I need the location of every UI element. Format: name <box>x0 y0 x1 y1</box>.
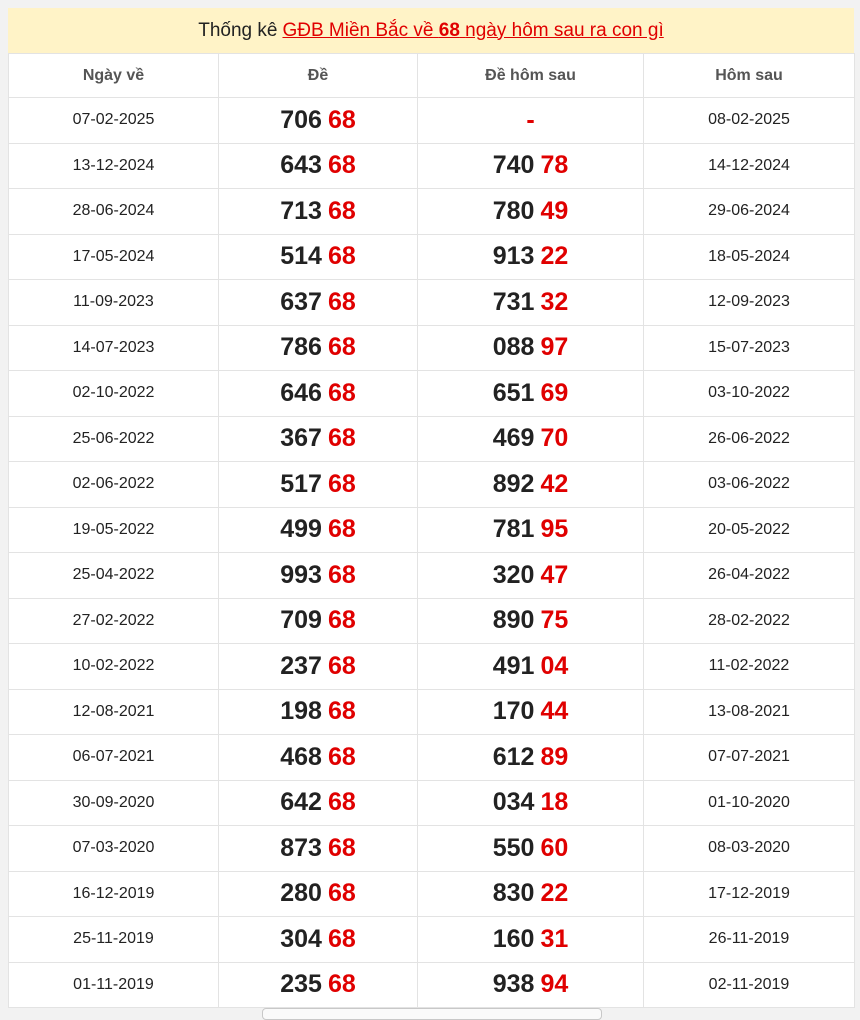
row-date: 16-12-2019 <box>9 871 219 917</box>
table-row <box>9 325 855 371</box>
row-next-de <box>418 280 644 326</box>
de-tail: 68 <box>327 970 356 999</box>
next-tail: 78 <box>540 151 569 180</box>
table-row <box>9 234 855 280</box>
row-next-de <box>418 553 644 599</box>
table-row <box>9 280 855 326</box>
de-tail: 68 <box>327 742 356 771</box>
de-head: 993 <box>280 560 322 589</box>
de-head: 367 <box>280 424 322 453</box>
row-next-date: 20-05-2022 <box>644 507 855 553</box>
column-header-date: Ngày về <box>9 54 219 98</box>
next-head: 170 <box>492 697 535 726</box>
row-de <box>219 917 418 963</box>
next-tail: 70 <box>540 424 569 453</box>
row-next-date: 01-10-2020 <box>644 780 855 826</box>
de-tail: 68 <box>327 833 356 862</box>
row-date: 07-03-2020 <box>9 826 219 872</box>
next-tail: 97 <box>540 333 569 362</box>
row-date: 25-11-2019 <box>9 917 219 963</box>
row-next-de <box>418 189 644 235</box>
column-header-next-de: Đề hôm sau <box>418 54 644 98</box>
row-next-de <box>418 98 644 144</box>
next-tail: 94 <box>540 970 569 999</box>
row-date: 02-06-2022 <box>9 462 219 508</box>
next-head: 651 <box>492 378 535 407</box>
row-de <box>219 234 418 280</box>
de-head: 637 <box>280 287 322 316</box>
next-tail: 32 <box>540 287 569 316</box>
next-tail: 22 <box>540 242 569 271</box>
row-de <box>219 189 418 235</box>
next-head: 780 <box>492 196 535 225</box>
row-de <box>219 598 418 644</box>
next-tail: 44 <box>540 697 569 726</box>
de-tail: 68 <box>327 151 356 180</box>
de-tail: 68 <box>327 788 356 817</box>
row-next-date: 29-06-2024 <box>644 189 855 235</box>
title-link-text: GĐB Miền Bắc về <box>282 19 434 41</box>
row-date: 07-02-2025 <box>9 98 219 144</box>
title-prefix: Thống kê <box>198 19 278 41</box>
de-head: 235 <box>280 970 322 999</box>
bottom-control[interactable] <box>262 1008 602 1020</box>
next-tail: 75 <box>540 606 569 635</box>
next-head: 781 <box>492 515 535 544</box>
de-head: 517 <box>280 469 322 498</box>
row-next-date: 26-06-2022 <box>644 416 855 462</box>
title-link-number: 68 <box>438 19 460 41</box>
row-de <box>219 143 418 189</box>
table-row <box>9 507 855 553</box>
next-head: 088 <box>492 333 535 362</box>
table-row <box>9 189 855 235</box>
de-tail: 68 <box>327 697 356 726</box>
row-date: 19-05-2022 <box>9 507 219 553</box>
row-next-date: 03-10-2022 <box>644 371 855 417</box>
column-header-de: Đề <box>219 54 418 98</box>
row-date: 14-07-2023 <box>9 325 219 371</box>
row-next-de <box>418 826 644 872</box>
table-row <box>9 416 855 462</box>
next-head: 320 <box>492 560 535 589</box>
next-tail: 18 <box>540 788 569 817</box>
row-de <box>219 280 418 326</box>
next-tail: 49 <box>540 196 569 225</box>
row-next-date: 12-09-2023 <box>644 280 855 326</box>
row-date: 17-05-2024 <box>9 234 219 280</box>
row-next-date: 28-02-2022 <box>644 598 855 644</box>
next-tail: 22 <box>540 879 569 908</box>
row-de <box>219 735 418 781</box>
row-date: 13-12-2024 <box>9 143 219 189</box>
row-date: 10-02-2022 <box>9 644 219 690</box>
row-de <box>219 325 418 371</box>
de-head: 873 <box>280 833 322 862</box>
de-tail: 68 <box>327 606 356 635</box>
row-next-de <box>418 143 644 189</box>
row-de <box>219 780 418 826</box>
row-next-de <box>418 598 644 644</box>
de-head: 280 <box>280 879 322 908</box>
next-missing: - <box>526 105 535 134</box>
de-head: 706 <box>280 105 322 134</box>
table-row <box>9 871 855 917</box>
next-head: 890 <box>492 606 535 635</box>
de-head: 237 <box>280 651 322 680</box>
table-row <box>9 598 855 644</box>
row-next-de <box>418 234 644 280</box>
de-head: 499 <box>280 515 322 544</box>
next-head: 731 <box>492 287 535 316</box>
row-next-date: 08-02-2025 <box>644 98 855 144</box>
de-head: 713 <box>280 196 322 225</box>
next-tail: 69 <box>540 378 569 407</box>
next-tail: 95 <box>540 515 569 544</box>
table-header-row <box>9 54 855 98</box>
de-tail: 68 <box>327 469 356 498</box>
row-de <box>219 826 418 872</box>
de-head: 709 <box>280 606 322 635</box>
row-date: 06-07-2021 <box>9 735 219 781</box>
next-head: 892 <box>492 469 535 498</box>
row-date: 28-06-2024 <box>9 189 219 235</box>
de-tail: 68 <box>327 196 356 225</box>
row-de <box>219 689 418 735</box>
next-head: 160 <box>492 924 535 953</box>
row-next-de <box>418 644 644 690</box>
next-head: 612 <box>492 742 535 771</box>
row-next-de <box>418 735 644 781</box>
de-head: 514 <box>280 242 322 271</box>
table-row <box>9 553 855 599</box>
table-row <box>9 371 855 417</box>
de-tail: 68 <box>327 924 356 953</box>
row-date: 11-09-2023 <box>9 280 219 326</box>
row-date: 25-06-2022 <box>9 416 219 462</box>
row-next-date: 07-07-2021 <box>644 735 855 781</box>
next-head: 830 <box>492 879 535 908</box>
de-tail: 68 <box>327 105 356 134</box>
row-next-date: 26-04-2022 <box>644 553 855 599</box>
next-tail: 89 <box>540 742 569 771</box>
next-head: 913 <box>492 242 535 271</box>
de-tail: 68 <box>327 242 356 271</box>
row-next-de <box>418 689 644 735</box>
row-next-de <box>418 416 644 462</box>
table-row <box>9 826 855 872</box>
row-de <box>219 416 418 462</box>
stats-panel <box>8 8 854 1008</box>
row-next-date: 15-07-2023 <box>644 325 855 371</box>
page-title <box>8 8 854 53</box>
row-next-de <box>418 325 644 371</box>
row-next-de <box>418 507 644 553</box>
row-next-de <box>418 462 644 508</box>
next-head: 740 <box>492 151 535 180</box>
de-head: 198 <box>280 697 322 726</box>
table-row <box>9 644 855 690</box>
row-date: 30-09-2020 <box>9 780 219 826</box>
row-next-date: 14-12-2024 <box>644 143 855 189</box>
table-row <box>9 462 855 508</box>
column-header-next-date: Hôm sau <box>644 54 855 98</box>
de-tail: 68 <box>327 424 356 453</box>
table-row <box>9 962 855 1008</box>
row-de <box>219 507 418 553</box>
row-next-de <box>418 917 644 963</box>
table-row <box>9 98 855 144</box>
row-date: 01-11-2019 <box>9 962 219 1008</box>
next-tail: 42 <box>540 469 569 498</box>
title-link-suffix: ngày hôm sau ra con gì <box>465 19 664 41</box>
row-next-date: 17-12-2019 <box>644 871 855 917</box>
title-link[interactable] <box>282 20 663 42</box>
row-next-date: 13-08-2021 <box>644 689 855 735</box>
de-tail: 68 <box>327 378 356 407</box>
row-date: 02-10-2022 <box>9 371 219 417</box>
de-tail: 68 <box>327 287 356 316</box>
next-tail: 31 <box>540 924 569 953</box>
row-next-date: 18-05-2024 <box>644 234 855 280</box>
de-head: 642 <box>280 788 322 817</box>
row-date: 12-08-2021 <box>9 689 219 735</box>
de-head: 646 <box>280 378 322 407</box>
de-head: 786 <box>280 333 322 362</box>
next-head: 469 <box>492 424 535 453</box>
de-tail: 68 <box>327 651 356 680</box>
next-head: 550 <box>492 833 535 862</box>
next-tail: 60 <box>540 833 569 862</box>
table-row <box>9 917 855 963</box>
row-next-date: 26-11-2019 <box>644 917 855 963</box>
row-de <box>219 553 418 599</box>
table-row <box>9 780 855 826</box>
de-tail: 68 <box>327 560 356 589</box>
next-head: 938 <box>492 970 535 999</box>
row-next-date: 11-02-2022 <box>644 644 855 690</box>
row-next-de <box>418 371 644 417</box>
results-table <box>8 53 855 1008</box>
row-de <box>219 98 418 144</box>
row-next-date: 03-06-2022 <box>644 462 855 508</box>
row-next-date: 02-11-2019 <box>644 962 855 1008</box>
table-row <box>9 735 855 781</box>
de-head: 468 <box>280 742 322 771</box>
de-head: 643 <box>280 151 322 180</box>
table-row <box>9 143 855 189</box>
row-next-date: 08-03-2020 <box>644 826 855 872</box>
table-row <box>9 689 855 735</box>
row-date: 27-02-2022 <box>9 598 219 644</box>
de-tail: 68 <box>327 879 356 908</box>
next-head: 491 <box>492 651 535 680</box>
next-tail: 47 <box>540 560 569 589</box>
next-head: 034 <box>492 788 535 817</box>
row-de <box>219 871 418 917</box>
row-de <box>219 371 418 417</box>
de-tail: 68 <box>327 515 356 544</box>
next-tail: 04 <box>540 651 569 680</box>
de-tail: 68 <box>327 333 356 362</box>
row-next-de <box>418 780 644 826</box>
row-date: 25-04-2022 <box>9 553 219 599</box>
row-de <box>219 462 418 508</box>
row-de <box>219 644 418 690</box>
row-next-de <box>418 962 644 1008</box>
row-next-de <box>418 871 644 917</box>
row-de <box>219 962 418 1008</box>
de-head: 304 <box>280 924 322 953</box>
